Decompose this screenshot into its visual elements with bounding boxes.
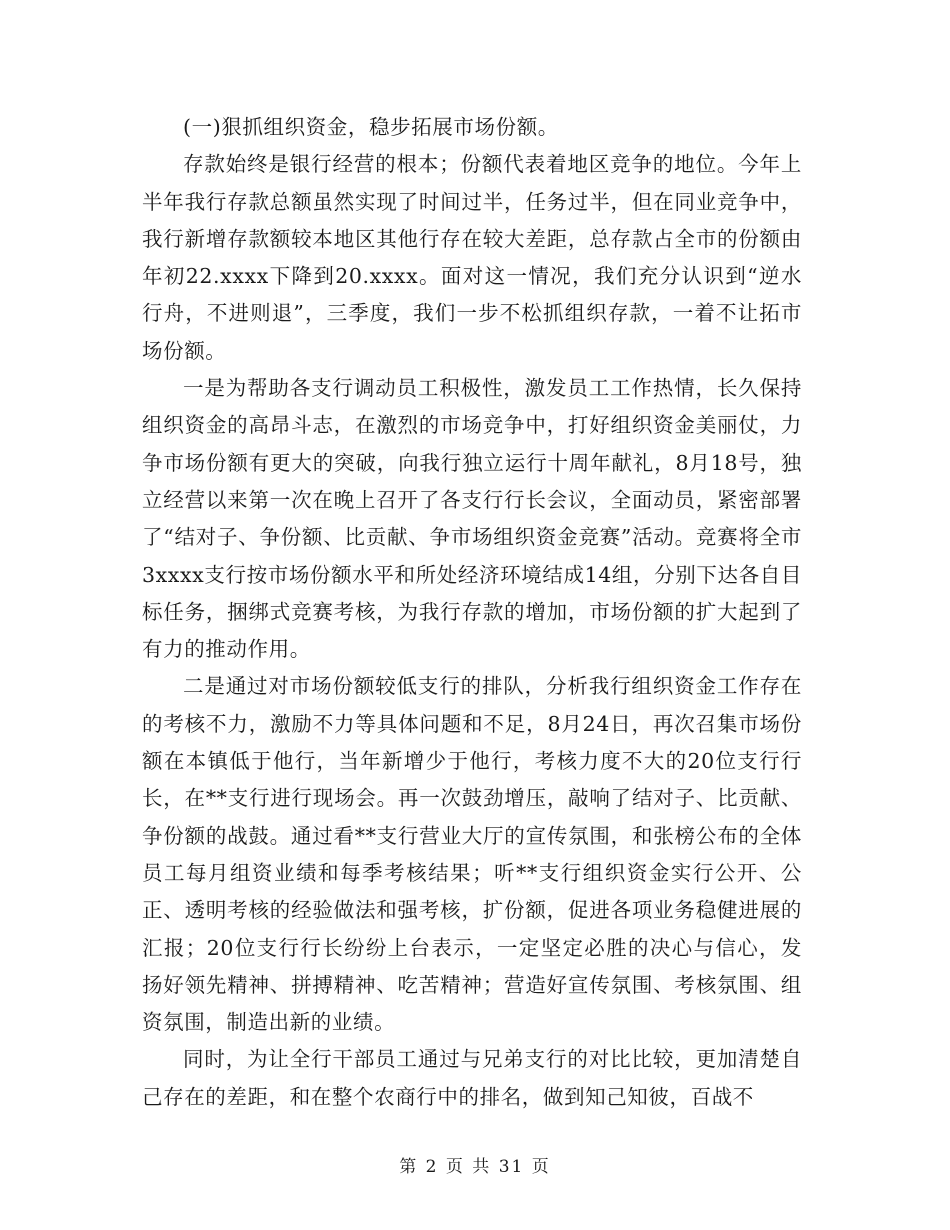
paragraph-meanwhile: 同时，为让全行干部员工通过与兄弟支行的对比比较，更加清楚自己存在的差距，和在整个农商行中的排名，做到知己知彼，百战不 [142, 1047, 802, 1109]
page-footer [0, 1152, 950, 1177]
paragraph-measure-one: 一是为帮助各支行调动员工积极性，激发员工工作热情，长久保持组织资金的高昂斗志，在激烈的市场竞争中，打好组织资金美丽仗，力争市场份额有更大的突破，向我行独立运行十周年献礼，8月18号，独立经营以来第一次在晚上召开了各支行行长会议，全面动员，紧密部署了“结对子、争份额、比贡献、争市场组织资金竞赛”活动。竞赛将全市3xxxx支行按市场份额水平和所处经济环境结成14组，分别下达各自目标任务，捆绑式竞赛考核，为我行存款的增加，市场份额的扩大起到了有力的推动作用。 [142, 376, 802, 662]
paragraph-deposits-overview: 存款始终是银行经营的根本；份额代表着地区竞争的地位。今年上半年我行存款总额虽然实现了时间过半，任务过半，但在同业竞争中，我行新增存款额较本地区其他行存在较大差距，总存款占全市的份额由年初22.xxxx下降到20.xxxx。面对这一情况，我们充分认识到“逆水行舟，不进则退”，三季度，我们一步不松抓组织存款，一着不让拓市场份额。 [142, 152, 802, 363]
document-body [142, 109, 802, 1116]
paragraph-measure-two: 二是通过对市场份额较低支行的排队，分析我行组织资金工作存在的考核不力，激励不力等具体问题和不足，8月24日，再次召集市场份额在本镇低于他行，当年新增少于他行，考核力度不大的20位支行行长，在**支行进行现场会。再一次鼓劲增压，敲响了结对子、比贡献、争份额的战鼓。通过看**支行营业大厅的宣传氛围，和张榜公布的全体员工每月组资业绩和每季考核结果；听**支行组织资金实行公开、公正、透明考核的经验做法和强考核，扩份额，促进各项业务稳健进展的汇报；20位支行行长纷纷上台表示，一定坚定必胜的决心与信心，发扬好领先精神、拼搏精神、吃苦精神；营造好宣传氛围、考核氛围、组资氛围，制造出新的业绩。 [142, 674, 802, 1035]
section-heading: (一)狠抓组织资金，稳步拓展市场份额。 [183, 115, 559, 139]
page-number-label: 第 2 页 共 31 页 [399, 1157, 551, 1177]
